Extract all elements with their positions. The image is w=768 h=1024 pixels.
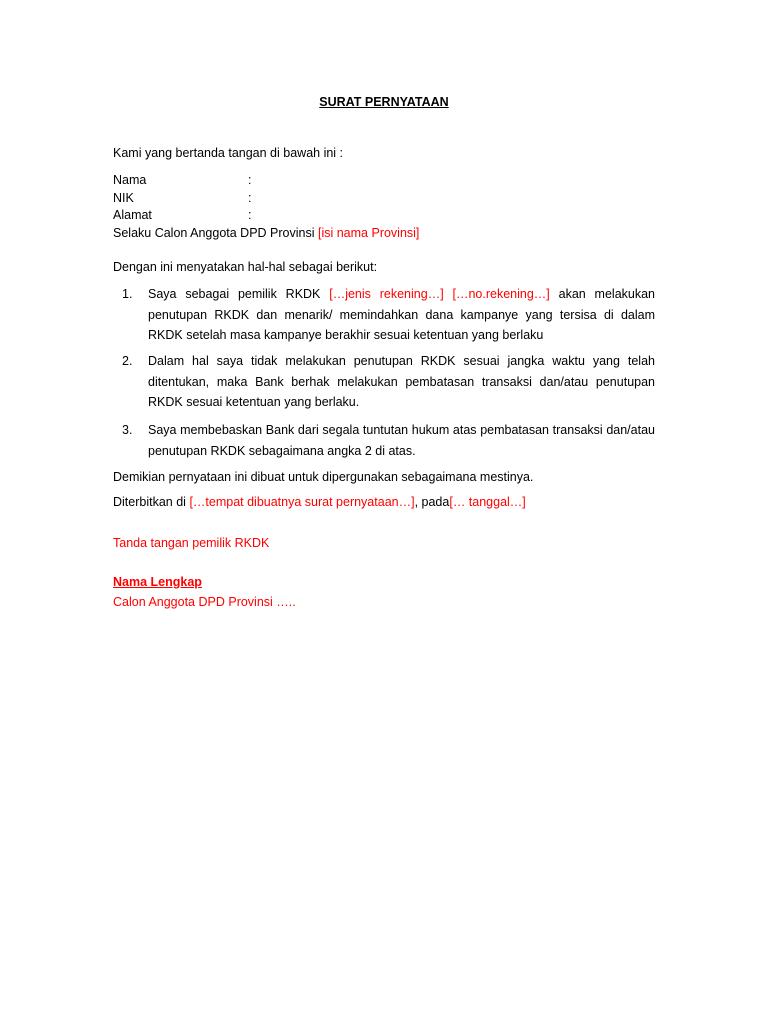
field-nama [113, 172, 251, 188]
account-placeholder: […jenis rekening…] […no.rekening…] [329, 287, 550, 301]
document-title: SURAT PERNYATAAN [319, 95, 449, 109]
field-nik [113, 190, 251, 206]
signature-name: Nama Lengkap [113, 575, 202, 589]
statement-intro: Dengan ini menyatakan hal-hal sebagai berikut: [113, 260, 378, 274]
list-number: 2. [122, 354, 133, 368]
selaku-line [113, 225, 419, 241]
place-placeholder: […tempat dibuatnya surat pernyataan…] [189, 495, 415, 509]
list-item-text [148, 284, 655, 346]
province-placeholder: [isi nama Provinsi] [317, 226, 420, 240]
field-label: Alamat [113, 208, 152, 222]
item-prefix: Saya sebagai pemilik RKDK [148, 287, 330, 301]
field-separator: : [248, 191, 252, 205]
field-label: Nama [113, 173, 147, 187]
list-item-text: Dalam hal saya tidak melakukan penutupan RKDK sesuai jangka waktu yang telah ditentukan, maka Bank berhak melakukan pembatasan transaksi dan/atau penutupan RKDK sesuai ketentuan yang berlaku. [148, 354, 655, 409]
field-alamat [113, 207, 251, 223]
signature-title: Calon Anggota DPD Provinsi ….. [113, 595, 296, 609]
closing-text: Demikian pernyataan ini dibuat untuk dipergunakan sebagaimana mestinya. [113, 470, 534, 484]
list-number: 1. [122, 287, 133, 301]
list-number: 3. [122, 423, 133, 437]
date-placeholder: [… tanggal…] [449, 495, 526, 509]
field-separator: : [248, 208, 252, 222]
field-separator: : [248, 173, 252, 187]
field-label: NIK [113, 191, 134, 205]
intro-text: Kami yang bertanda tangan di bawah ini : [113, 146, 344, 160]
selaku-text: Selaku Calon Anggota DPD Provinsi [113, 226, 318, 240]
item-suffix: akan melakukan penutupan RKDK dan menarik/ memindahkan dana kampanye yang tersisa di dalam RKDK setelah masa kampanye berakhir sesuai ketentuan yang berlaku [148, 287, 655, 342]
issued-mid: , pada [414, 495, 450, 509]
issued-line [113, 494, 526, 510]
list-item-text: Saya membebaskan Bank dari segala tuntutan hukum atas pembatasan transaksi dan/atau penutupan RKDK sebagaimana angka 2 di atas. [148, 423, 655, 458]
signature-label: Tanda tangan pemilik RKDK [113, 536, 270, 550]
issued-prefix: Diterbitkan di [113, 495, 190, 509]
